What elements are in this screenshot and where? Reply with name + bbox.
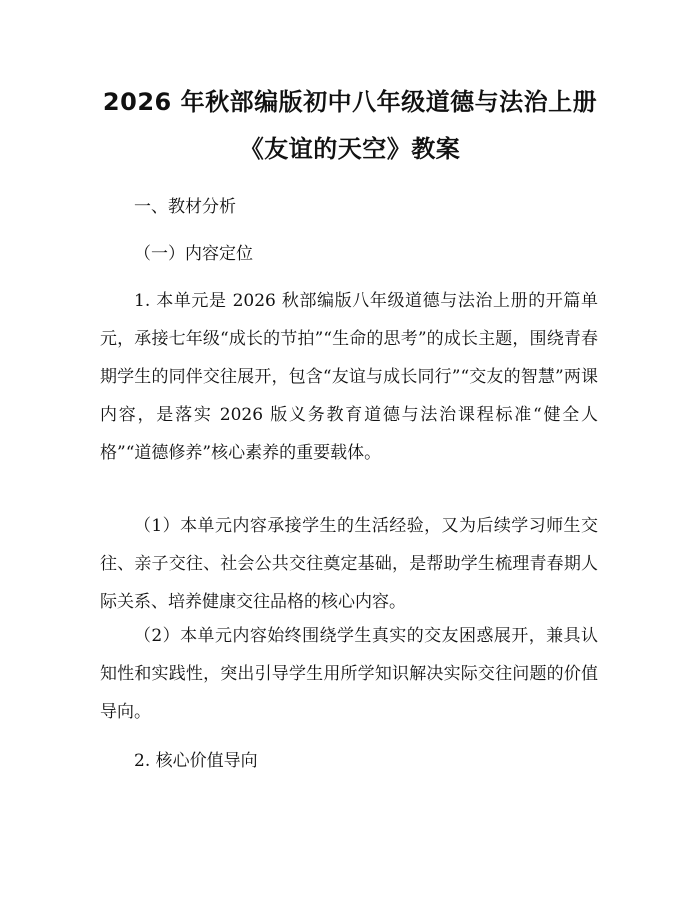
paragraph-point-1: （1）本单元内容承接学生的生活经验，又为后续学习师生交往、亲子交往、社会公共交往奠定基础，是帮助学生梳理青春期人际关系、培养健康交往品格的核心内容。 (100, 516, 598, 612)
heading-core-value-orientation: 2. 核心价值导向 (134, 751, 258, 771)
section-heading-textbook-analysis: 一、教材分析 (134, 197, 236, 217)
document-title-line-2: 《友谊的天空》教案 (239, 135, 461, 163)
paragraph-unit-overview: 1. 本单元是 2026 秋部编版八年级道德与法治上册的开篇单元，承接七年级“成长的节拍”“生命的思考”的成长主题，围绕青春期学生的同伴交往展开，包含“友谊与成长同行”“交友的智慧”两课内容，是落实 2026 版义务教育道德与法治课程标准“健全人格”“道德修养”核心素养的重要载体。 (100, 291, 598, 463)
document-title-line-1: 2026 年秋部编版初中八年级道德与法治上册 (102, 88, 598, 116)
subsection-heading-content-positioning: （一）内容定位 (134, 244, 253, 264)
paragraph-point-2: （2）本单元内容始终围绕学生真实的交友困惑展开，兼具认知性和实践性，突出引导学生用所学知识解决实际交往问题的价值导向。 (100, 626, 598, 722)
